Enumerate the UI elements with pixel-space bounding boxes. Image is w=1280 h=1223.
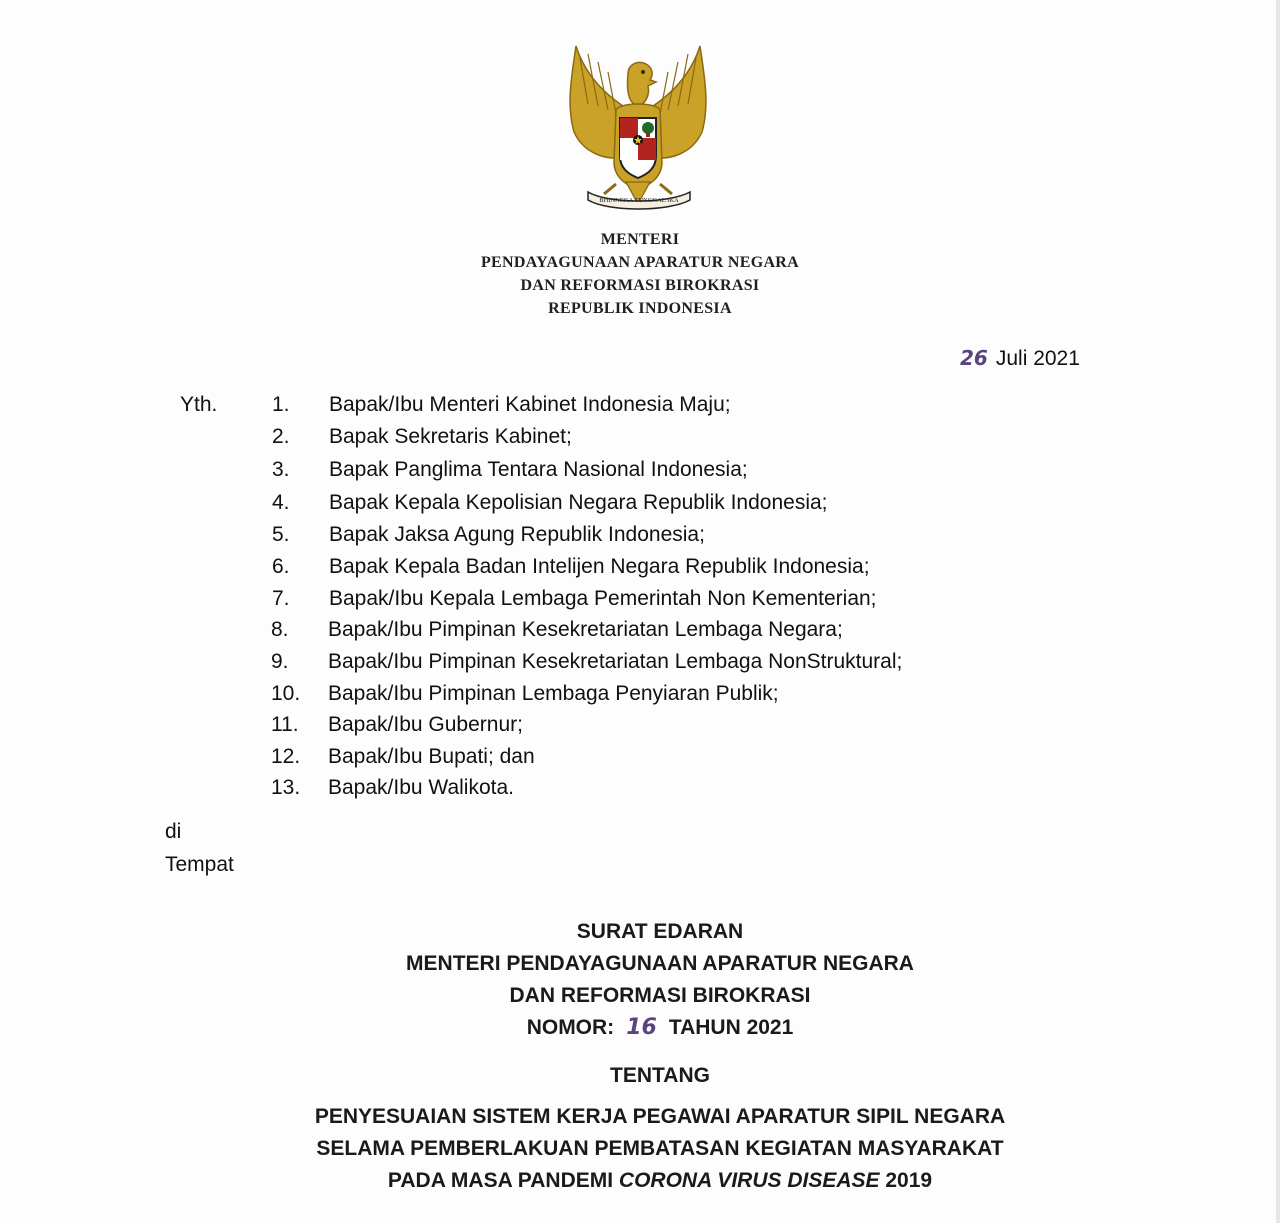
letterhead-line-1: MENTERI [600,231,680,248]
circular-title [360,916,960,1044]
title-line-3: DAN REFORMASI BIROKRASI [509,984,811,1007]
recipient-text: Bapak Kepala Badan Intelijen Negara Republik Indonesia; [329,555,870,578]
recipient-text: Bapak Kepala Kepolisian Negara Republik Indonesia; [329,491,828,514]
recipient-number: 13. [271,776,301,799]
nomor-label: NOMOR: [526,1016,615,1039]
subject-line-2: SELAMA PEMBERLAKUAN PEMBATASAN KEGIATAN MASYARAKAT [316,1137,1004,1160]
garuda-emblem [558,44,718,214]
letter-date [960,346,1080,371]
recipient-text: Bapak Sekretaris Kabinet; [329,425,572,448]
recipient-text: Bapak/Ibu Gubernur; [328,713,523,736]
subject-line-3 [260,1165,1060,1197]
emblem-motto-text: BHINNEKA TUNGGAL IKA [599,197,679,204]
recipient-number: 10. [271,682,301,705]
place-line-1: di [165,820,182,843]
recipient-text: Bapak/Ibu Bupati; dan [328,745,535,768]
recipient-text: Bapak/Ibu Pimpinan Kesekretariatan Lembaga Negara; [328,618,843,641]
subject-line-1: PENYESUAIAN SISTEM KERJA PEGAWAI APARATUR SIPIL NEGARA [314,1105,1006,1128]
date-month-year: Juli 2021 [995,347,1080,370]
subject-line-3-suffix: 2019 [879,1169,933,1192]
recipient-text: Bapak Panglima Tentara Nasional Indonesia; [329,458,748,481]
recipient-number: 3. [272,458,290,481]
nomor-year: TAHUN 2021 [668,1016,794,1039]
recipient-number: 4. [272,491,290,514]
tentang-heading: TENTANG [610,1064,710,1087]
title-number-line [360,1012,960,1044]
recipient-text: Bapak/Ibu Kepala Lembaga Pemerintah Non Kementerian; [329,587,877,610]
subject-line-3-prefix: PADA MASA PANDEMI [387,1169,619,1192]
recipient-number: 8. [271,618,289,641]
recipient-text: Bapak/Ibu Pimpinan Kesekretariatan Lembaga NonStruktural; [328,650,903,673]
letterhead-line-3: DAN REFORMASI BIROKRASI [520,277,760,294]
letterhead-line-4: REPUBLIK INDONESIA [548,300,732,317]
salutation: Yth. [180,393,218,416]
recipient-number: 7. [272,587,290,610]
letterhead-line-2: PENDAYAGUNAAN APARATUR NEGARA [480,254,800,271]
place-line-2: Tempat [165,853,234,876]
recipient-number: 5. [272,523,290,546]
letterhead [340,228,940,320]
subject-line-3-italic: CORONA VIRUS DISEASE [618,1169,880,1192]
recipient-text: Bapak/Ibu Menteri Kabinet Indonesia Maju; [329,393,731,416]
subject-block [260,1101,1060,1197]
title-line-2: MENTERI PENDAYAGUNAAN APARATUR NEGARA [406,952,914,975]
recipient-text: Bapak Jaksa Agung Republik Indonesia; [329,523,705,546]
recipient-number: 12. [271,745,301,768]
recipient-number: 2. [272,425,290,448]
title-line-1: SURAT EDARAN [576,920,744,943]
recipient-text: Bapak/Ibu Walikota. [328,776,514,799]
scan-edge [1276,0,1280,1223]
recipient-text: Bapak/Ibu Pimpinan Lembaga Penyiaran Publik; [328,682,779,705]
date-day-handwritten: 26 [960,346,988,370]
recipient-number: 6. [272,555,290,578]
recipient-number: 11. [271,713,299,736]
recipient-number: 9. [271,650,289,673]
nomor-handwritten: 16 [626,1015,657,1040]
recipient-number: 1. [272,393,290,416]
